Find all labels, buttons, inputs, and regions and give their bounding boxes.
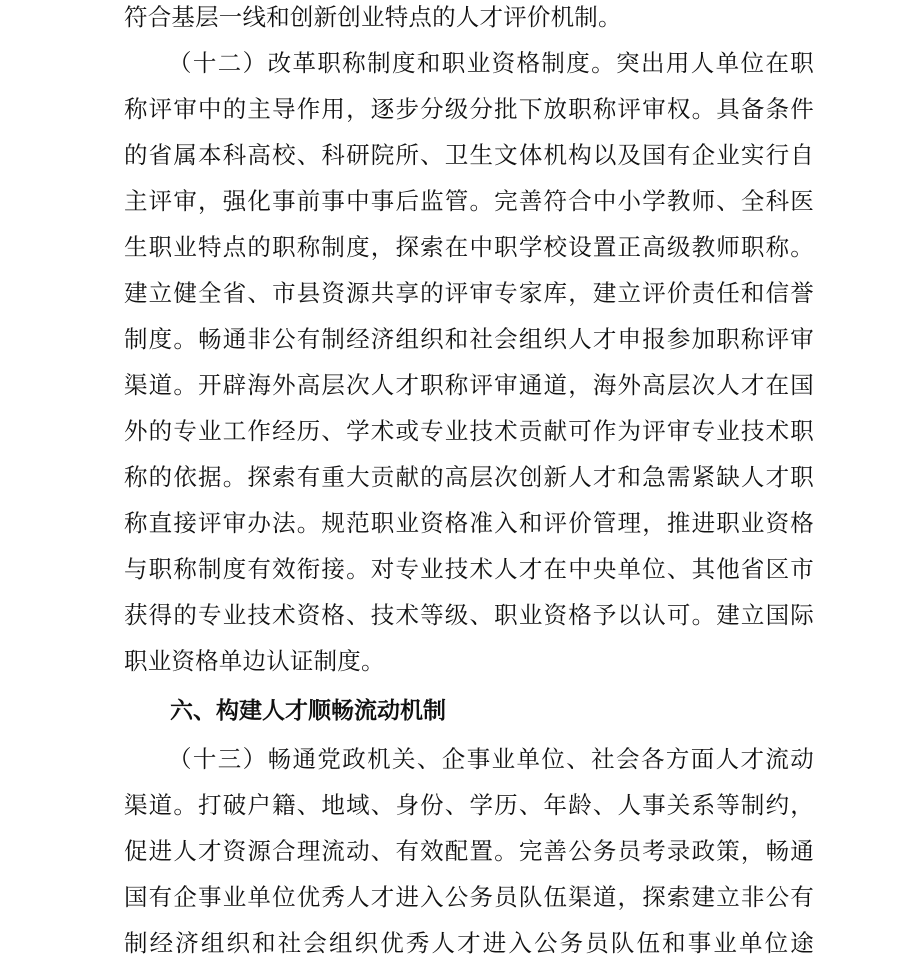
paragraph-line: 渠道。打破户籍、地域、身份、学历、年龄、人事关系等制约， bbox=[124, 791, 814, 819]
paragraph-line: 的省属本科高校、科研院所、卫生文体机构以及国有企业实行自 bbox=[124, 141, 814, 169]
paragraph-line: 主评审，强化事前事中事后监管。完善符合中小学教师、全科医 bbox=[124, 187, 814, 215]
paragraph-line: （十三）畅通党政机关、企事业单位、社会各方面人才流动 bbox=[168, 745, 814, 773]
paragraph-line: 制度。畅通非公有制经济组织和社会组织人才申报参加职称评审 bbox=[124, 325, 814, 353]
paragraph-line: 生职业特点的职称制度，探索在中职学校设置正高级教师职称。 bbox=[124, 233, 814, 261]
paragraph-line: 符合基层一线和创新创业特点的人才评价机制。 bbox=[124, 3, 622, 31]
section-heading: 六、构建人才顺畅流动机制 bbox=[170, 698, 446, 724]
paragraph-line: 称评审中的主导作用，逐步分级分批下放职称评审权。具备条件 bbox=[124, 95, 814, 123]
paragraph-line: 制经济组织和社会组织优秀人才进入公务员队伍和事业单位途 bbox=[124, 929, 814, 957]
paragraph-line: 外的专业工作经历、学术或专业技术贡献可作为评审专业技术职 bbox=[124, 417, 814, 445]
paragraph-line: 称直接评审办法。规范职业资格准入和评价管理，推进职业资格 bbox=[124, 509, 814, 537]
paragraph-line: 称的依据。探索有重大贡献的高层次创新人才和急需紧缺人才职 bbox=[124, 463, 814, 491]
paragraph-line: 渠道。开辟海外高层次人才职称评审通道，海外高层次人才在国 bbox=[124, 371, 814, 399]
paragraph-line: （十二）改革职称制度和职业资格制度。突出用人单位在职 bbox=[168, 49, 814, 77]
paragraph-line: 促进人才资源合理流动、有效配置。完善公务员考录政策，畅通 bbox=[124, 837, 814, 865]
paragraph-line: 建立健全省、市县资源共享的评审专家库，建立评价责任和信誉 bbox=[124, 279, 814, 307]
paragraph-line: 国有企事业单位优秀人才进入公务员队伍渠道，探索建立非公有 bbox=[124, 883, 814, 911]
paragraph-line: 与职称制度有效衔接。对专业技术人才在中央单位、其他省区市 bbox=[124, 555, 814, 583]
paragraph-line: 职业资格单边认证制度。 bbox=[124, 647, 385, 675]
paragraph-line: 获得的专业技术资格、技术等级、职业资格予以认可。建立国际 bbox=[124, 601, 814, 629]
